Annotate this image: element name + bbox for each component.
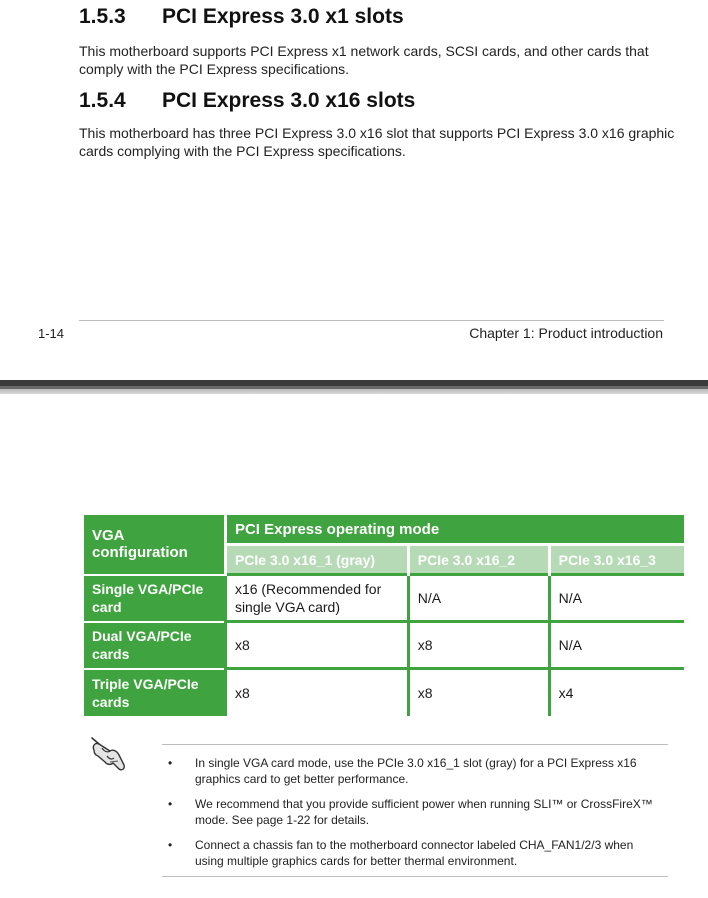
list-item bbox=[162, 796, 661, 828]
section-number: 1.5.3 bbox=[79, 5, 126, 28]
table-cell: N/A bbox=[549, 622, 684, 669]
note-box bbox=[162, 744, 668, 877]
bullet: • bbox=[168, 756, 173, 770]
table-row bbox=[84, 669, 684, 716]
bullet: • bbox=[168, 838, 173, 852]
section-title: PCI Express 3.0 x16 slots bbox=[162, 89, 416, 112]
list-item bbox=[162, 755, 661, 787]
operating-mode-header: PCI Express operating mode bbox=[225, 515, 684, 545]
chapter-title: Chapter 1: Product introduction bbox=[469, 325, 663, 341]
table-row bbox=[84, 622, 684, 669]
table-cell: x4 bbox=[549, 669, 684, 716]
footer-rule bbox=[79, 320, 664, 321]
table-header-row bbox=[84, 515, 684, 545]
table-cell: x16 (Recommended for single VGA card) bbox=[225, 575, 408, 622]
table-cell: x8 bbox=[408, 622, 549, 669]
slot-header: PCIe 3.0 x16_3 bbox=[549, 545, 684, 575]
section-1-5-4 bbox=[79, 89, 679, 160]
section-1-5-3 bbox=[79, 5, 679, 78]
row-label: Single VGA/PCIe card bbox=[84, 575, 225, 622]
table-row bbox=[84, 575, 684, 622]
section-body: This motherboard supports PCI Express x1 network cards, SCSI cards, and other cards that comply with the PCI Express specifications. bbox=[79, 43, 649, 77]
note-text: We recommend that you provide sufficient power when running SLI™ or CrossFireX™ mode. See page 1-22 for details. bbox=[195, 797, 653, 827]
note-text: In single VGA card mode, use the PCIe 3.0 x16_1 slot (gray) for a PCI Express x16 graphics card to get better performance. bbox=[195, 756, 637, 786]
section-body: This motherboard has three PCI Express 3.0 x16 slot that supports PCI Express 3.0 x16 graphic cards complying with the PCI Express specifications. bbox=[79, 125, 675, 159]
vga-config-header: VGA configuration bbox=[92, 527, 188, 562]
table-cell: N/A bbox=[408, 575, 549, 622]
bullet: • bbox=[168, 797, 173, 811]
section-title: PCI Express 3.0 x1 slots bbox=[162, 5, 404, 28]
list-item bbox=[162, 837, 661, 869]
table-cell: x8 bbox=[225, 622, 408, 669]
table-cell: x8 bbox=[225, 669, 408, 716]
table-cell: N/A bbox=[549, 575, 684, 622]
section-number: 1.5.4 bbox=[79, 89, 126, 112]
row-label: Dual VGA/PCIe cards bbox=[84, 622, 225, 669]
hand-note-icon bbox=[88, 734, 132, 778]
slot-header: PCIe 3.0 x16_1 (gray) bbox=[225, 545, 408, 575]
row-label: Triple VGA/PCIe cards bbox=[84, 669, 225, 716]
slot-header: PCIe 3.0 x16_2 bbox=[408, 545, 549, 575]
page-number: 1-14 bbox=[38, 326, 65, 341]
section-heading bbox=[79, 89, 679, 113]
section-heading bbox=[79, 5, 679, 29]
page-break-divider bbox=[0, 380, 708, 394]
note-text: Connect a chassis fan to the motherboard connector labeled CHA_FAN1/2/3 when using multiple graphics cards for better thermal environment. bbox=[195, 838, 634, 868]
pcie-mode-table bbox=[84, 515, 684, 716]
table-cell: x8 bbox=[408, 669, 549, 716]
